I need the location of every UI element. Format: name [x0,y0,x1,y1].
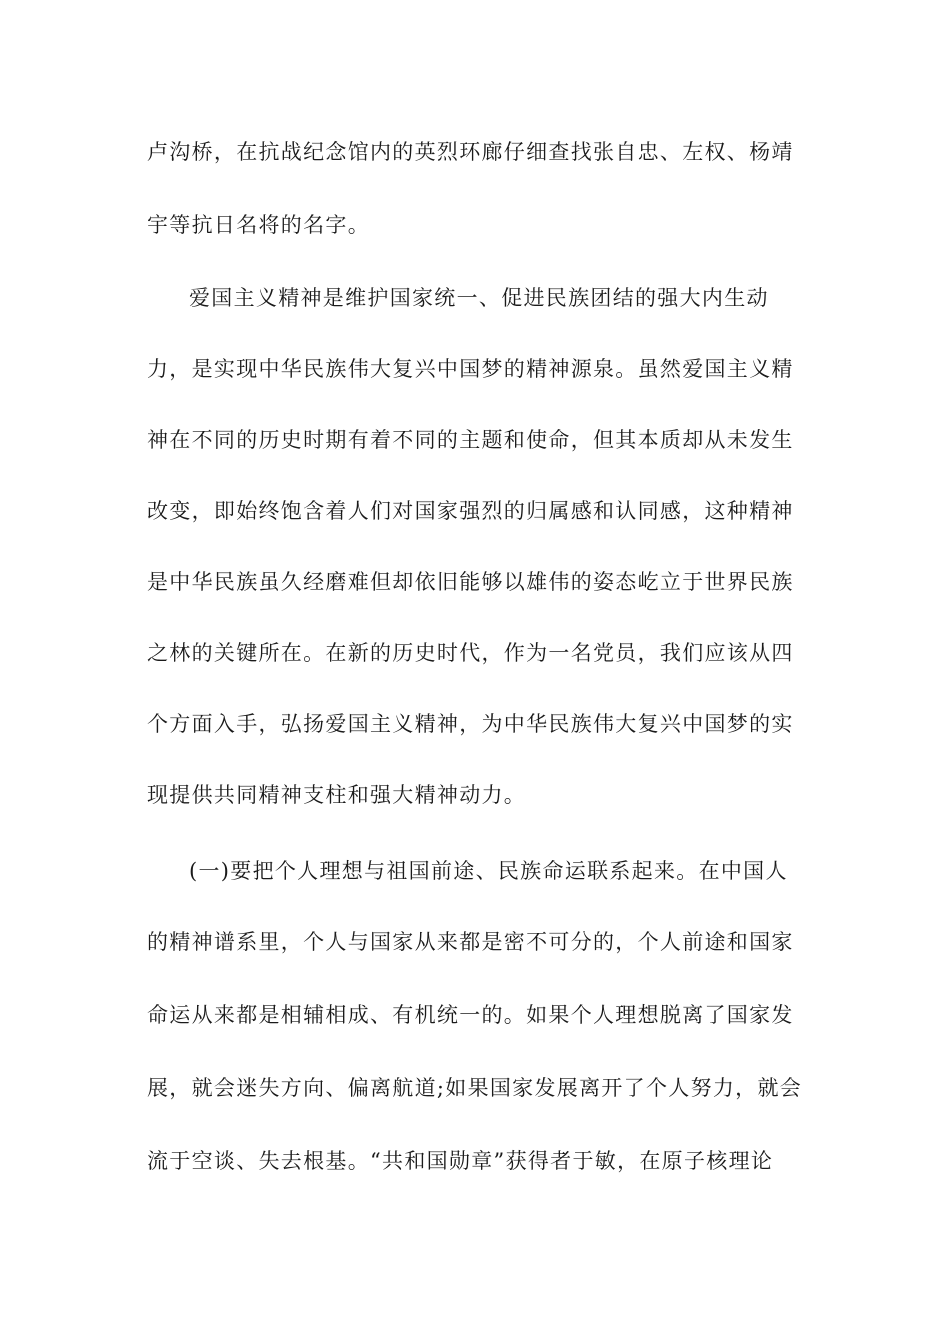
text-line-10: 现提供共同精神支柱和强大精神动力。 [147,783,527,807]
text-line-13: 命运从来都是相辅相成、有机统一的。如果个人理想脱离了国家发 [147,1003,794,1027]
paragraph-3-first-line: (一)要把个人理想与祖国前途、民族命运联系起来。在中国人 [189,859,788,883]
text-line-14: 展，就会迷失方向、偏离航道;如果国家发展离开了个人努力，就会 [147,1076,803,1100]
text-line-8: 之林的关键所在。在新的历史时代，作为一名党员，我们应该从四 [147,641,794,665]
text-line-4: 力，是实现中华民族伟大复兴中国梦的精神源泉。虽然爱国主义精 [147,357,794,381]
text-line-7: 是中华民族虽久经磨难但却依旧能够以雄伟的姿态屹立于世界民族 [147,570,794,594]
text-line-12: 的精神谱系里，个人与国家从来都是密不可分的，个人前途和国家 [147,930,794,954]
text-line-2: 宇等抗日名将的名字。 [147,213,370,237]
text-line-9: 个方面入手，弘扬爱国主义精神，为中华民族伟大复兴中国梦的实 [147,712,794,736]
paragraph-2-first-line: 爱国主义精神是维护国家统一、促进民族团结的强大内生动 [189,286,769,310]
text-line-15: 流于空谈、失去根基。“共和国勋章”获得者于敏，在原子核理论 [147,1149,774,1173]
text-line-6: 改变，即始终饱含着人们对国家强烈的归属感和认同感，这种精神 [147,499,794,523]
text-line-5: 神在不同的历史时期有着不同的主题和使命，但其本质却从未发生 [147,428,794,452]
text-line-1: 卢沟桥，在抗战纪念馆内的英烈环廊仔细查找张自忠、左权、杨靖 [147,140,794,164]
